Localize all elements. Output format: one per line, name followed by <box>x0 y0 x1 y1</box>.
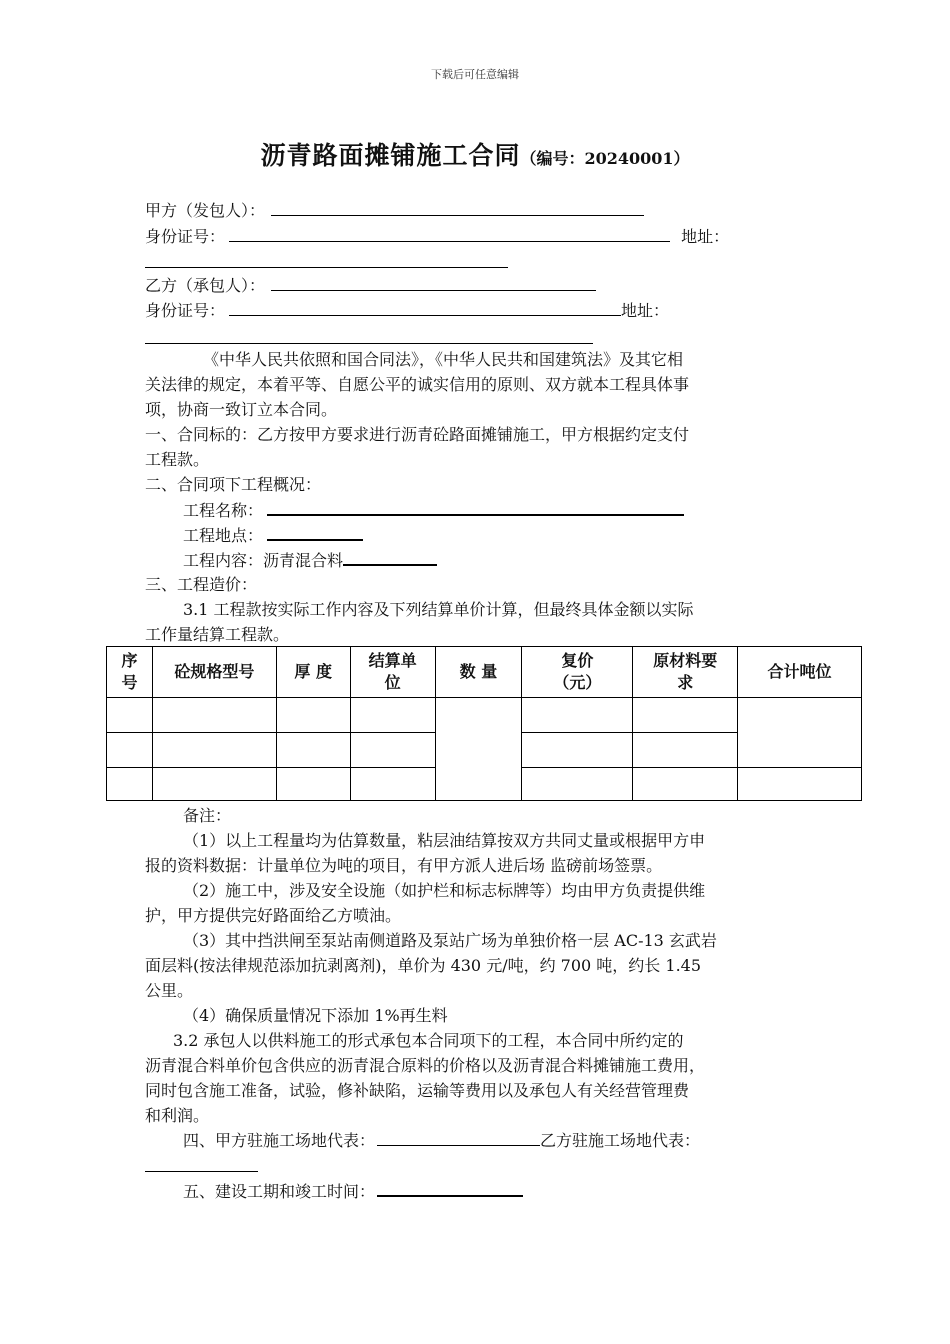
table-cell[interactable] <box>107 698 153 733</box>
project-location-blank[interactable] <box>267 524 363 541</box>
project-name-line <box>183 499 684 522</box>
note-3-line-1: （3）其中挡洪闸至泵站南侧道路及泵站广场为单独价格一层 AC-13 玄武岩 <box>183 931 717 950</box>
party-a-id-line <box>145 226 729 248</box>
table-cell[interactable] <box>633 768 738 801</box>
construction-period-label: 五、建设工期和竣工时间： <box>183 1182 376 1201</box>
table-cell[interactable] <box>152 768 276 801</box>
table-cell[interactable] <box>276 733 350 768</box>
party-a-line <box>145 200 644 222</box>
title-main: 沥青路面摊铺施工合同 <box>260 141 521 170</box>
project-content-line <box>183 549 437 572</box>
section3-heading: 三、工程造价： <box>145 575 258 594</box>
section5-line <box>183 1180 523 1203</box>
table-cell-total-merged[interactable] <box>738 698 862 768</box>
col-header-total: 合计吨位 <box>738 647 862 698</box>
table-cell[interactable] <box>350 698 435 733</box>
party-b-id-label: 身份证号： <box>145 301 226 320</box>
notes-heading: 备注： <box>183 806 232 825</box>
party-b-site-rep-label: 乙方驻施工场地代表： <box>540 1131 701 1150</box>
clause-3-1-line-2: 工作量结算工程款。 <box>145 625 290 644</box>
section2-heading: 二、合同项下工程概况： <box>145 475 322 494</box>
table-cell[interactable] <box>738 768 862 801</box>
table-header-row <box>107 647 862 698</box>
table-cell[interactable] <box>107 768 153 801</box>
party-a-id-blank[interactable] <box>229 226 670 242</box>
note-2-line-2: 护，甲方提供完好路面给乙方喷油。 <box>145 906 402 925</box>
party-b-address-label: 地址： <box>621 301 670 320</box>
clause-3-2-line-4: 和利润。 <box>145 1106 210 1125</box>
party-b-label: 乙方（承包人）： <box>145 276 266 295</box>
section4-line <box>183 1130 700 1152</box>
table-cell[interactable] <box>152 698 276 733</box>
project-content-blank[interactable] <box>343 549 437 566</box>
section1-line-2: 工程款。 <box>145 450 210 469</box>
project-location-line <box>183 524 363 547</box>
clause-3-1-line-1: 3.1 工程款按实际工作内容及下列结算单价计算，但最终具体金额以实际 <box>183 600 694 619</box>
party-a-label: 甲方（发包人）： <box>145 201 266 220</box>
project-name-blank[interactable] <box>267 499 684 516</box>
note-3-line-3: 公里。 <box>145 981 194 1000</box>
clause-3-2-line-3: 同时包含施工准备，试验，修补缺陷，运输等费用以及承包人有关经营管理费 <box>145 1081 690 1100</box>
party-a-id-label: 身份证号： <box>145 227 226 246</box>
col-header-qty: 数 量 <box>435 647 522 698</box>
table-cell[interactable] <box>633 698 738 733</box>
table-cell[interactable] <box>276 698 350 733</box>
note-2-line-1: （2）施工中，涉及安全设施（如护栏和标志标牌等）均由甲方负责提供维 <box>183 881 706 900</box>
col-header-seq: 序 号 <box>107 647 153 698</box>
table-cell[interactable] <box>350 733 435 768</box>
document-title <box>0 136 950 172</box>
clause-3-2-line-2: 沥青混合料单价包含供应的沥青混合原料的价格以及沥青混合料摊铺施工费用， <box>145 1056 706 1075</box>
table-cell[interactable] <box>522 698 633 733</box>
section1-line-1: 一、合同标的：乙方按甲方要求进行沥青砼路面摊铺施工，甲方根据约定支付 <box>145 425 690 444</box>
table-cell[interactable] <box>522 733 633 768</box>
intro-line-1: 《中华人民共依照和国合同法》，《中华人民共和国建筑法》及其它相 <box>203 350 684 369</box>
construction-period-blank[interactable] <box>377 1180 523 1197</box>
party-b-line <box>145 275 596 297</box>
table-cell[interactable] <box>522 768 633 801</box>
party-b-address-blank[interactable] <box>145 343 593 344</box>
title-number: （编号：20240001） <box>520 149 690 168</box>
party-a-address-blank[interactable] <box>145 267 508 268</box>
col-header-material: 原材料要 求 <box>633 647 738 698</box>
party-a-address-label: 地址： <box>681 227 730 246</box>
party-b-id-line <box>145 300 669 322</box>
col-header-thickness: 厚 度 <box>276 647 350 698</box>
note-3-line-2: 面层料(按法律规范添加抗剥离剂)，单价为 430 元/吨，约 700 吨，约长 1.45 <box>145 956 702 975</box>
table-cell[interactable] <box>633 733 738 768</box>
project-content-label: 工程内容：沥青混合料 <box>183 551 344 570</box>
party-a-site-rep-label: 四、甲方驻施工场地代表： <box>183 1131 376 1150</box>
note-1-line-2: 报的资料数据：计量单位为吨的项目，有甲方派人进后场 监磅前场签票。 <box>145 856 663 875</box>
table-cell-qty-merged[interactable] <box>435 698 522 801</box>
party-b-id-blank[interactable] <box>229 300 621 316</box>
note-4: （4）确保质量情况下添加 1%再生料 <box>183 1006 448 1025</box>
party-a-name-blank[interactable] <box>271 200 644 216</box>
price-table <box>106 646 862 801</box>
project-name-label: 工程名称： <box>183 501 264 520</box>
party-a-site-rep-blank[interactable] <box>377 1130 540 1146</box>
table-row <box>107 698 862 733</box>
intro-line-3: 项，协商一致订立本合同。 <box>145 400 338 419</box>
page-header: 下载后可任意编辑 <box>431 68 519 81</box>
party-b-site-rep-blank[interactable] <box>145 1171 258 1172</box>
clause-3-2-line-1: 3.2 承包人以供料施工的形式承包本合同项下的工程，本合同中所约定的 <box>173 1031 684 1050</box>
col-header-price: 复价 （元） <box>522 647 633 698</box>
project-location-label: 工程地点： <box>183 526 264 545</box>
table-cell[interactable] <box>350 768 435 801</box>
note-1-line-1: （1）以上工程量均为估算数量，粘层油结算按双方共同丈量或根据甲方申 <box>183 831 706 850</box>
party-b-name-blank[interactable] <box>271 275 596 291</box>
col-header-unit: 结算单 位 <box>350 647 435 698</box>
table-cell[interactable] <box>107 733 153 768</box>
table-cell[interactable] <box>276 768 350 801</box>
col-header-spec: 砼规格型号 <box>152 647 276 698</box>
intro-line-2: 关法律的规定，本着平等、自愿公平的诚实信用的原则、双方就本工程具体事 <box>145 375 690 394</box>
table-cell[interactable] <box>152 733 276 768</box>
